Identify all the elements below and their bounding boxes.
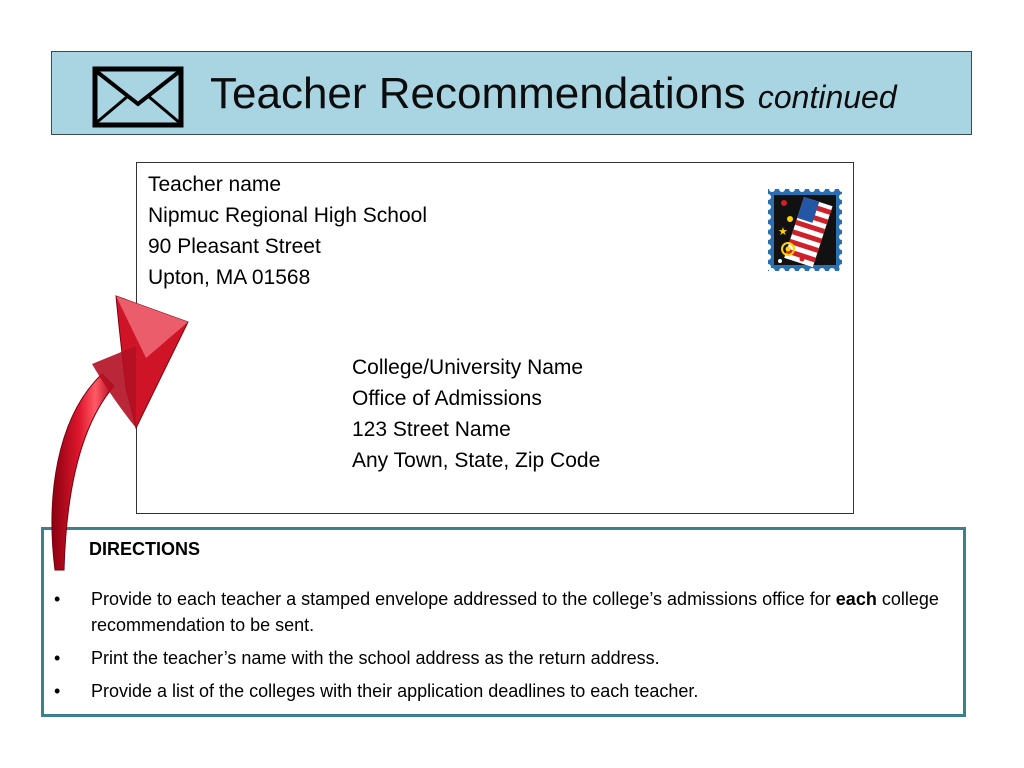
bullet: • <box>54 589 61 609</box>
envelope-icon <box>92 66 184 128</box>
page-title-suffix: continued <box>757 79 897 115</box>
directions-list <box>44 586 963 711</box>
return-address-line: Teacher name <box>148 173 282 196</box>
list-item-text: Provide a list of the colleges with their application deadlines to each teacher. <box>91 681 699 701</box>
page-title-main: Teacher Recommendations <box>210 69 746 118</box>
return-address-line: Nipmuc Regional High School <box>148 204 427 227</box>
title-bar <box>51 51 972 135</box>
bullet: • <box>54 648 61 668</box>
list-item <box>44 645 963 671</box>
list-item-emphasis: each <box>835 589 877 609</box>
list-item-text: Print the teacher’s name with the school address as the return address. <box>91 648 660 668</box>
list-item-text: college recommendation to be sent. <box>91 589 939 635</box>
mailing-address <box>352 352 600 476</box>
list-item <box>44 678 963 704</box>
mailing-address-line: Any Town, State, Zip Code <box>352 449 601 472</box>
svg-text:★: ★ <box>778 225 788 238</box>
mailing-address-line: Office of Admissions <box>352 387 542 410</box>
envelope-sample <box>136 162 854 514</box>
mailing-address-line: 123 Street Name <box>352 418 511 441</box>
list-item-text: Provide to each teacher a stamped envelope addressed to the college’s admissions office for <box>91 589 836 609</box>
bullet: • <box>54 681 61 701</box>
mailing-address-line: College/University Name <box>352 356 584 379</box>
return-address <box>148 169 427 293</box>
page-title <box>210 68 897 123</box>
return-address-line: 90 Pleasant Street <box>148 235 321 258</box>
return-address-line: Upton, MA 01568 <box>148 266 311 289</box>
curved-arrow-icon <box>40 288 200 578</box>
list-item <box>44 586 963 638</box>
flag-stamp-icon <box>768 189 842 271</box>
directions-heading: DIRECTIONS <box>89 539 201 559</box>
